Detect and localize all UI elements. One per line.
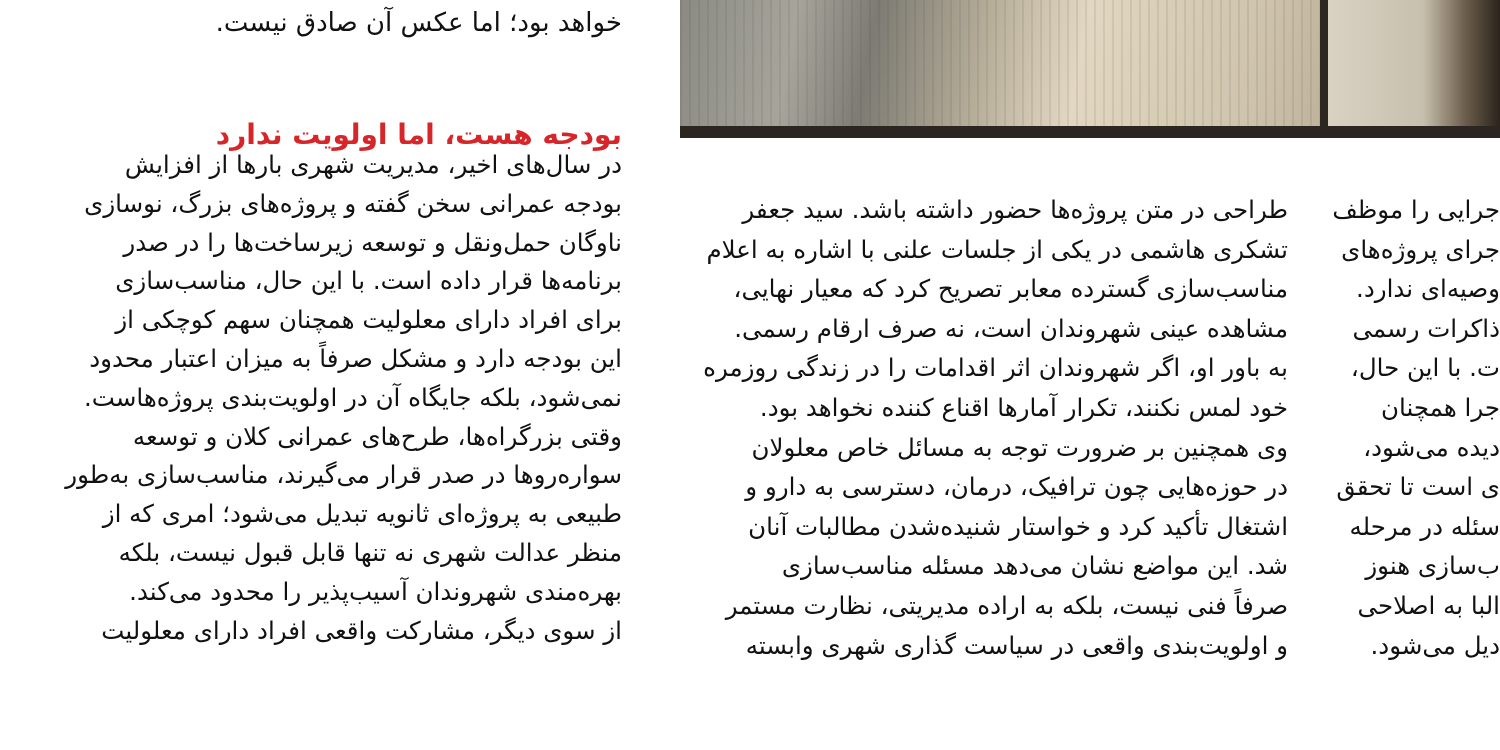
text-line: جرا همچنان — [1380, 392, 1500, 422]
text-line: سئله در مرحله — [1349, 511, 1500, 541]
text-line: نمی‌شود، بلکه جایگاه آن در اولویت‌بندی پروژه‌هاست. — [83, 382, 622, 412]
text-line: برای افراد دارای معلولیت همچنان سهم کوچکی از — [115, 305, 622, 335]
text-line: در حوزه‌هایی چون ترافیک، درمان، دسترسی به دارو و — [745, 472, 1288, 502]
text-line: بهره‌مندی شهروندان آسیب‌پذیر را محدود می‌کند. — [129, 576, 622, 606]
text-line: صرفاً فنی نیست، بلکه به اراده مدیریتی، نظارت مستمر — [725, 590, 1288, 620]
text-line: البا به اصلاحی — [1357, 590, 1500, 620]
text-line: مشاهده عینی شهروندان است، نه صرف ارقام رسمی. — [734, 313, 1288, 343]
text-line: دیل می‌شود. — [1370, 630, 1500, 660]
text-line: جرایی را موظف — [1332, 195, 1500, 224]
text-line: طبیعی به پروژه‌ای ثانویه تبدیل می‌شود؛ امری که از — [102, 499, 622, 529]
middle-column — [676, 190, 1288, 665]
text-line: منظر عدالت شهری نه تنها قابل قبول نیست، بلکه — [118, 537, 622, 567]
right-column-fragment — [1320, 190, 1500, 665]
text-line: سواره‌روها در صدر قرار می‌گیرند، مناسب‌سازی به‌طور — [65, 460, 622, 490]
text-line: بودجه عمرانی سخن گفته و پروژه‌های بزرگ، نوسازی — [84, 188, 622, 218]
text-line: در سال‌های اخیر، مدیریت شهری بارها از افزایش — [124, 150, 622, 179]
text-line: این بودجه دارد و مشکل صرفاً به میزان اعتبار محدود — [89, 343, 622, 373]
text-line: ی است تا تحقق — [1336, 472, 1500, 502]
text-line: اشتغال تأکید کرد و خواستار شنیده‌شدن مطالبات آنان — [748, 511, 1288, 541]
photo-panel-figure — [1328, 0, 1500, 126]
text-line: برنامه‌ها قرار داده است. با این حال، مناسب‌سازی — [115, 266, 622, 296]
text-line: شد. این مواضع نشان می‌دهد مسئله مناسب‌سازی — [781, 551, 1288, 581]
text-line: وصیه‌ای ندارد. — [1356, 274, 1500, 304]
photo-bottom-rule — [680, 126, 1500, 138]
text-line: تشکری هاشمی در یکی از جلسات علنی با اشاره به اعلام — [706, 234, 1288, 264]
text-line: طراحی در متن پروژه‌ها حضور داشته باشد. سید جعفر — [742, 195, 1288, 224]
photo-panel-wall — [680, 0, 1320, 126]
text-line: ب‌سازی هنوز — [1365, 551, 1500, 581]
left-column — [22, 146, 622, 650]
text-line: ذاکرات رسمی — [1352, 313, 1500, 343]
text-line: از سوی دیگر، مشارکت واقعی افراد دارای معلولیت — [101, 615, 622, 645]
text-line: ناوگان حمل‌ونقل و توسعه زیرساخت‌ها را در صدر — [123, 227, 622, 257]
text-line: مناسب‌سازی گسترده معابر تصریح کرد که معیار نهایی، — [733, 274, 1288, 304]
text-line: و اولویت‌بندی واقعی در سیاست گذاری شهری وابسته — [745, 630, 1288, 660]
text-line: وی همچنین بر ضرورت توجه به مسائل خاص معلولان — [751, 432, 1288, 462]
article-photo — [680, 0, 1500, 138]
section-heading: بودجه هست، اما اولویت ندارد — [215, 118, 622, 152]
text-line: خود لمس نکنند، تکرار آمارها اقناع کننده نخواهد بود. — [759, 392, 1288, 422]
continued-text-line: خواهد بود؛ اما عکس آن صادق نیست. — [215, 8, 622, 38]
text-line: به باور او، اگر شهروندان اثر اقدامات را در زندگی روزمره — [703, 353, 1288, 383]
text-line: دیده می‌شود، — [1363, 432, 1500, 462]
text-line: جرای پروژه‌های — [1341, 234, 1500, 264]
text-line: ت. با این حال، — [1350, 353, 1500, 383]
text-line: وقتی بزرگراه‌ها، طرح‌های عمرانی کلان و توسعه — [132, 421, 622, 451]
